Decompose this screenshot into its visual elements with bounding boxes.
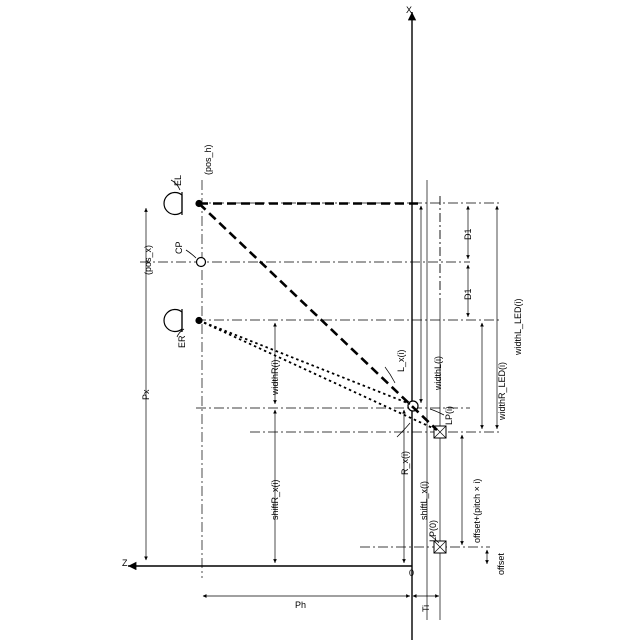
axis-z-label: Z <box>122 558 128 568</box>
eye-er <box>164 309 203 337</box>
label-cp: CP <box>174 241 184 254</box>
label-shiftr-x: shiftR_x(i) <box>270 479 280 520</box>
label-r-x: R_x(i) <box>400 451 410 475</box>
axis-x-label: X <box>406 5 413 15</box>
label-shiftl-x: shiftL_x(i) <box>419 480 429 520</box>
point-cp <box>186 250 206 267</box>
label-offset-pitch: offset+(pitch × i) <box>472 478 482 543</box>
leader-lines <box>385 367 444 543</box>
label-el: EL <box>173 174 183 186</box>
label-ph: Ph <box>295 600 307 610</box>
label-cp-pos: (pos_x) <box>143 244 153 275</box>
label-widthr: widthR(i) <box>270 359 280 395</box>
ray-el <box>199 204 437 431</box>
label-lp-i: LP(i) <box>444 405 454 425</box>
construction-lines <box>140 180 500 620</box>
label-widthl-led: widthL_LED(i) <box>513 298 523 355</box>
eye-el <box>164 180 203 215</box>
label-d1-upper: D1 <box>463 228 473 240</box>
origin-label: 0 <box>409 568 415 578</box>
ray-er <box>199 321 437 431</box>
label-er: ER <box>177 335 187 348</box>
label-widthr-led: widthR_LED(i) <box>497 361 507 420</box>
label-widthl: widthL(i) <box>433 355 443 390</box>
label-lp-0: LP(0) <box>428 519 438 542</box>
label-offset: offset <box>496 553 506 575</box>
label-px: Px <box>141 389 151 400</box>
label-ti: Ti <box>421 604 431 612</box>
label-el-pos: (pos_h) <box>203 144 213 175</box>
label-l-x: L_x(i) <box>396 349 406 372</box>
label-d1-lower: D1 <box>463 288 473 300</box>
led-0 <box>434 541 446 553</box>
